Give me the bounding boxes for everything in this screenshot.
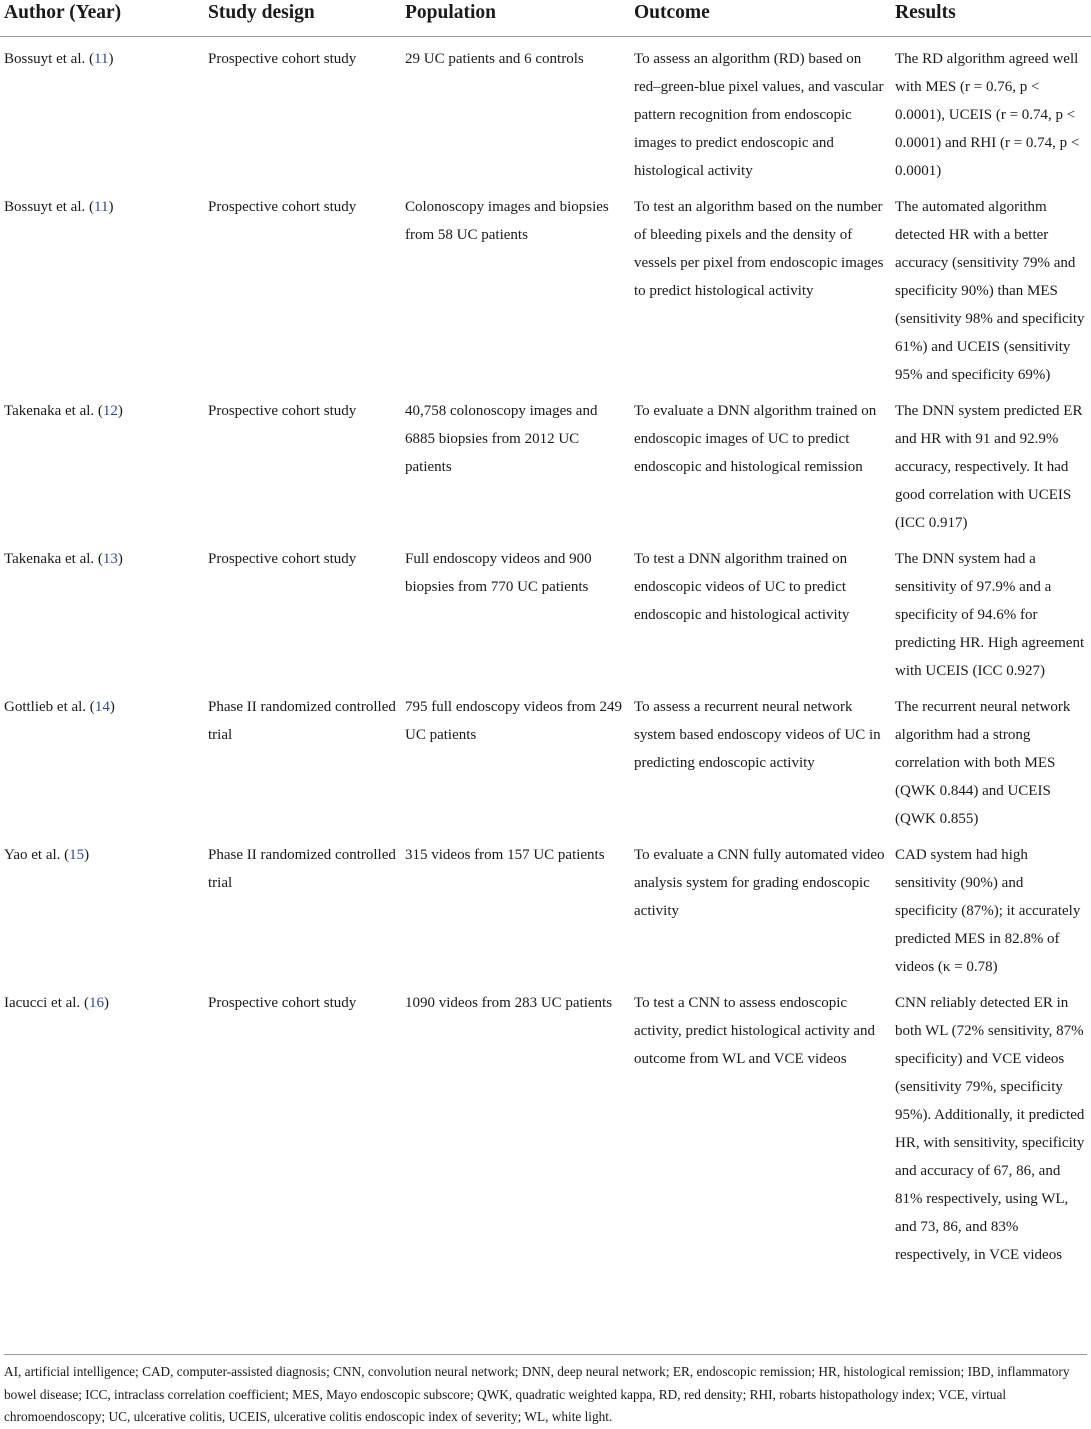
table-footnote: AI, artificial intelligence; CAD, computer-assisted diagnosis; CNN, convolution neural network; DNN, deep neural network; ER, endoscopic remission; HR, histological remission; IBD, inflammatory bowel disease; ICC, intraclass correlation coefficient; MES, Mayo endoscopic subscore; QWK, quadratic weighted kappa, RD, red density; RHI, robarts histopathology index; VCE, virtual chromoendoscopy; UC, ulcerative colitis, UCEIS, ulcerative colitis endoscopic index of severity; WL, white light. [4,1354,1087,1429]
cell-population: 795 full endoscopy videos from 249 UC patients [405,699,623,743]
cell-design: Prospective cohort study [208,403,357,419]
author-close: ) [108,199,114,215]
header-population: Population [401,0,630,37]
header-author-year: Author (Year) [0,0,204,37]
cell-author [0,685,204,833]
author-text: Bossuyt et al. ( [4,199,94,215]
reference-link[interactable]: 16 [88,995,104,1011]
reference-link[interactable]: 11 [94,199,109,215]
author-text: Yao et al. ( [4,847,70,863]
header-outcome: Outcome [630,0,891,37]
table-body [0,37,1091,1284]
cell-outcome: To test an algorithm based on the number of bleeding pixels and the density of vessels per pixel from endoscopic images to predict histological activity [634,199,884,299]
author-close: ) [103,995,109,1011]
reference-link[interactable]: 11 [94,51,109,67]
author-text: Bossuyt et al. ( [4,51,94,67]
cell-outcome: To test a CNN to assess endoscopic activity, predict histological activity and outcome from WL and VCE videos [634,995,876,1067]
table-row [0,185,1091,389]
cell-outcome: To test a DNN algorithm trained on endoscopic videos of UC to predict endoscopic and histological activity [634,551,850,623]
cell-outcome: To assess an algorithm (RD) based on red–green-blue pixel values, and vascular pattern recognition from endoscopic images to predict endoscopic and histological activity [634,51,884,179]
table-row [0,37,1091,186]
cell-design: Phase II randomized controlled trial [208,847,396,891]
cell-results: The recurrent neural network algorithm had a strong correlation with both MES (QWK 0.844) and UCEIS (QWK 0.855) [895,699,1071,827]
cell-design: Prospective cohort study [208,199,357,215]
table-row [0,981,1091,1283]
header-study-design: Study design [204,0,401,37]
author-close: ) [108,51,114,67]
header-row [0,0,1091,37]
reference-link[interactable]: 14 [94,699,110,715]
cell-results: CNN reliably detected ER in both WL (72% sensitivity, 87% specificity) and VCE videos (sensitivity 79%, specificity 95%). Additionally, it predicted HR, with sensitivity, specificity and accuracy of 67, 86, and 81% respectively, using WL, and 73, 86, and 83% respectively, in VCE videos [895,995,1085,1263]
table-row [0,833,1091,981]
reference-link[interactable]: 13 [102,551,118,567]
cell-population: 1090 videos from 283 UC patients [405,995,613,1011]
cell-author [0,833,204,981]
reference-link[interactable]: 15 [69,847,85,863]
cell-results: The DNN system had a sensitivity of 97.9% and a specificity of 94.6% for predicting HR. High agreement with UCEIS (ICC 0.927) [895,551,1085,679]
cell-population: Colonoscopy images and biopsies from 58 UC patients [405,199,609,243]
cell-population: 315 videos from 157 UC patients [405,847,605,863]
cell-author [0,981,204,1283]
author-text: Iacucci et al. ( [4,995,89,1011]
cell-design: Prospective cohort study [208,551,357,567]
cell-outcome: To evaluate a CNN fully automated video analysis system for grading endoscopic activity [634,847,885,919]
table-row [0,685,1091,833]
header-results: Results [891,0,1091,37]
author-close: ) [117,403,123,419]
cell-author [0,37,204,186]
cell-design: Prospective cohort study [208,995,357,1011]
author-text: Gottlieb et al. ( [4,699,95,715]
cell-results: The automated algorithm detected HR with a better accuracy (sensitivity 79% and specificity 90%) than MES (sensitivity 98% and specificity 61%) and UCEIS (sensitivity 95% and specificity 69%) [895,199,1085,383]
cell-outcome: To assess a recurrent neural network system based endoscopy videos of UC in predicting endoscopic activity [634,699,881,771]
author-text: Takenaka et al. ( [4,551,103,567]
cell-author [0,389,204,537]
author-close: ) [84,847,90,863]
cell-author [0,185,204,389]
cell-outcome: To evaluate a DNN algorithm trained on endoscopic images of UC to predict endoscopic and histological remission [634,403,877,475]
cell-results: The DNN system predicted ER and HR with 91 and 92.9% accuracy, respectively. It had good correlation with UCEIS (ICC 0.917) [895,403,1083,531]
cell-population: 29 UC patients and 6 controls [405,51,584,67]
cell-author [0,537,204,685]
cell-results: The RD algorithm agreed well with MES (r = 0.76, p < 0.0001), UCEIS (r = 0.74, p < 0.0001) and RHI (r = 0.74, p < 0.0001) [895,51,1080,179]
cell-population: 40,758 colonoscopy images and 6885 biopsies from 2012 UC patients [405,403,598,475]
table-header [0,0,1091,37]
table-row [0,389,1091,537]
table-row [0,537,1091,685]
author-close: ) [117,551,123,567]
author-close: ) [109,699,115,715]
cell-population: Full endoscopy videos and 900 biopsies from 770 UC patients [405,551,592,595]
author-text: Takenaka et al. ( [4,403,103,419]
reference-link[interactable]: 12 [102,403,118,419]
cell-results: CAD system had high sensitivity (90%) and specificity (87%); it accurately predicted MES in 82.8% of videos (κ = 0.78) [895,847,1081,975]
cell-design: Prospective cohort study [208,51,357,67]
cell-design: Phase II randomized controlled trial [208,699,396,743]
